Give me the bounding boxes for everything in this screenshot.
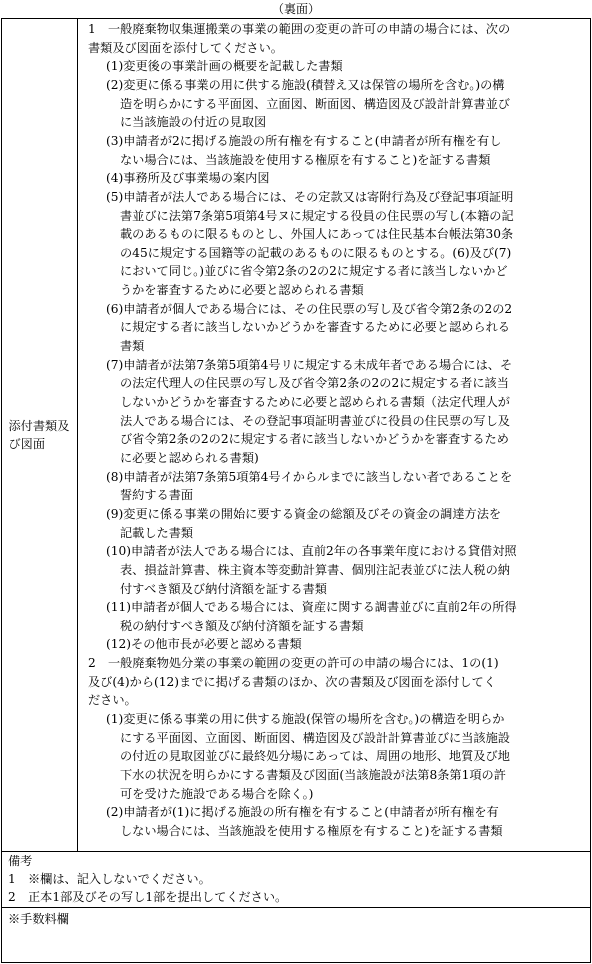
list-item-line: 記載した書類: [120, 525, 194, 540]
attachments-content: [78, 19, 590, 851]
notes-item: 1 ※欄は、記入しないでください。: [8, 872, 211, 886]
list-item-line: (1)変更後の事業計画の概要を記載した書類: [106, 59, 343, 74]
list-item-line: (4)事務所及び事業場の案内図: [106, 171, 270, 186]
notes-item: 2 正本1部及びその写し1部を提出してください。: [8, 890, 288, 904]
row-label-cell: [2, 19, 78, 851]
section-paragraph-line: 書類及び図面を添付してください。: [88, 40, 283, 55]
list-item-line: (10)申請者が法人である場合には、直前2年の各事業年度における貸借対照: [106, 544, 517, 559]
list-item-line: しないかどうかを審査するために必要と認められる書類（法定代理人が: [120, 395, 510, 409]
list-item-line: に規定する者に該当しないかどうかを審査するために必要と認められる: [120, 320, 510, 335]
list-item-line: にする平面図、立面図、断面図、構造図及び設計計算書並びに当該施設: [120, 730, 510, 745]
fee-section: [1, 907, 591, 963]
list-item-line: (11)申請者が個人である場合には、資産に関する調書並びに直前2年の所得: [106, 600, 517, 615]
list-item-line: 税の納付すべき額及び納付済額を証する書類: [120, 618, 364, 633]
list-item-line: (1)変更に係る事業の用に供する施設(保管の場所を含む。)の構造を明らか: [106, 712, 505, 727]
list-item-line: (3)申請者が2に掲げる施設の所有権を有すること(申請者が所有権を有し: [106, 133, 502, 148]
notes-section: [1, 851, 591, 908]
list-item-line: (7)申請者が法第7条第5項第4号リに規定する未成年者である場合には、そ: [106, 357, 513, 372]
list-item-line: うかを審査するために必要と認められる書類: [120, 283, 364, 298]
list-item-line: ない場合には、当該施設を使用する権原を有すること)を証する書類: [120, 152, 491, 167]
list-item-line: (6)申請者が個人である場合には、その住民票の写し及び省令第2条の2の2: [106, 301, 513, 316]
list-item-line: の45に規定する国籍等の記載のあるものに限るものとする。(6)及び(7): [120, 245, 512, 260]
section-paragraph-line: 1 一般廃棄物収集運搬業の事業の範囲の変更の許可の申請の場合には、次の: [88, 22, 511, 36]
list-item-line: (8)申請者が法第7条第5項第4号イからルまでに該当しない者であることを: [106, 469, 513, 484]
list-item-line: (9)変更に係る事業の開始に要する資金の総額及びその資金の調達方法を: [106, 506, 502, 521]
list-item-line: び省令第2条の2の2に規定する者に該当しないかどうかを審査するため: [120, 432, 509, 447]
section-paragraph-line: ださい。: [88, 693, 137, 708]
list-item-line: 下水の状況を明らかにする書類及び図面(当該施設が法第8条第1項の許: [120, 768, 506, 782]
row-label: 添付書類及び図面: [8, 419, 70, 451]
list-item-line: 表、損益計算書、株主資本等変動計算書、個別注記表並びに法人税の納: [120, 562, 510, 577]
list-item-line: に当該施設の付近の見取図: [120, 115, 267, 130]
list-item-line: (5)申請者が法人である場合には、その定款又は寄附行為及び登記事項証明: [106, 189, 514, 204]
list-item-line: 可を受けた施設である場合を除く。): [120, 786, 314, 801]
list-item-line: 誓約する書面: [120, 488, 194, 503]
list-item-line: 付すべき額及び納付済額を証する書類: [120, 581, 327, 596]
list-item-line: 造を明らかにする平面図、立面図、断面図、構造図及び設計計算書並び: [120, 96, 510, 111]
list-item-line: 書並びに法第7条第5項第4号ヌに規定する役員の住民票の写し(本籍の記: [120, 208, 514, 223]
attachments-table: [1, 18, 591, 852]
section-paragraph-line: 2 一般廃棄物処分業の事業の範囲の変更の許可の申請の場合には、1の(1): [88, 656, 499, 671]
list-item-line: (2)申請者が(1)に掲げる施設の所有権を有すること(申請者が所有権を有: [106, 805, 499, 820]
section-paragraph-line: 及び(4)から(12)までに掲げる書類のほか、次の書類及び図面を添付してく: [88, 674, 496, 689]
list-item-line: において同じ。)並びに省令第2条の2の2に規定する者に該当しないかど: [120, 264, 508, 279]
page-title: （裏面）: [271, 2, 320, 16]
list-item-line: 法人である場合には、その登記事項証明書並びに役員の住民票の写し及: [120, 413, 510, 428]
list-item-line: の法定代理人の住民票の写し及び省令第2条の2の2に規定する者に該当: [120, 376, 509, 391]
list-item-line: に必要と認められる書類): [120, 450, 259, 465]
list-item-line: の付近の見取図並びに最終処分場にあっては、周囲の地形、地質及び地: [120, 749, 510, 764]
list-item-line: 書類: [120, 339, 145, 354]
list-item-line: (12)その他市長が必要と認める書類: [106, 637, 302, 652]
list-item-line: しない場合には、当該施設を使用する権原を有すること)を証する書類: [120, 823, 503, 838]
list-item-line: (2)変更に係る事業の用に供する施設(積替え又は保管の場所を含む。)の構: [106, 77, 505, 92]
notes-heading: 備考: [8, 854, 33, 868]
list-item-line: 載のあるものに限るものとし、外国人にあっては住民基本台帳法第30条: [120, 227, 514, 242]
fee-label: ※手数料欄: [8, 912, 69, 926]
